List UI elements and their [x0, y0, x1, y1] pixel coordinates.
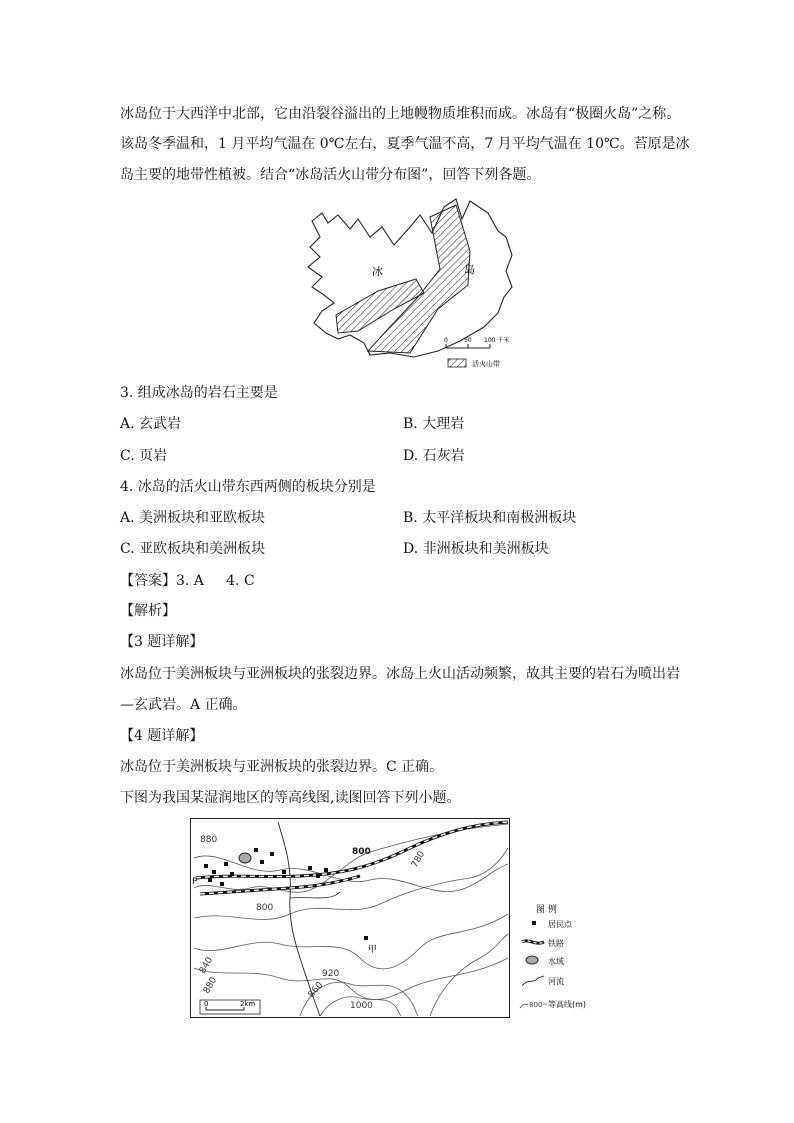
- scale-tick-100: 100 千米: [484, 337, 510, 344]
- legend-hatch-swatch: [448, 359, 466, 367]
- contour-label-780: 780: [409, 849, 428, 870]
- q3-explanation-line-1: 冰岛位于美洲板块与亚洲板块的张裂边界。冰岛上火山活动频繁，故其主要的岩石为喷出岩: [120, 666, 680, 682]
- legend-label-contour: 等高线(m): [548, 1000, 587, 1009]
- map-label-dao: 岛: [464, 263, 475, 276]
- legend-title: 图 例: [536, 905, 557, 915]
- legend-label-railway: 铁路: [548, 939, 564, 948]
- q3-option-d: D. 石灰岩: [403, 448, 465, 464]
- intro-line-2: 该岛冬季温和，1 月平均气温在 0℃左右，夏季气温不高，7 月平均气温在 10℃。苔原是冰: [120, 136, 690, 152]
- q3-option-c: C. 页岩: [120, 448, 168, 464]
- water-body: [239, 853, 251, 863]
- legend-label-water: 水域: [548, 957, 564, 966]
- contour-scale-bar: [200, 1000, 260, 1014]
- scale-tick-50: 50: [464, 337, 472, 344]
- contour-label-880-bottom: 880: [201, 975, 220, 996]
- scale-bar: [444, 336, 509, 348]
- q4-option-a: A. 美洲板块和亚欧板块: [120, 510, 266, 526]
- q4-explanation-line-1: 冰岛位于美洲板块与亚洲板块的张裂边界。C 正确。: [120, 759, 444, 775]
- settlement-symbol: [532, 921, 536, 925]
- contour-label-800-center: 800: [352, 847, 371, 857]
- map-marker-jia: 甲: [368, 945, 378, 955]
- q3-explanation-heading: 【3 题详解】: [120, 634, 204, 650]
- intro-line-1: 冰岛位于大西洋中北部，它由沿裂谷溢出的上地幔物质堆积而成。冰岛有“极圈火岛”之称。: [120, 106, 681, 122]
- contour-label-860: 860: [306, 980, 326, 1000]
- q4-option-c: C. 亚欧板块和美洲板块: [120, 541, 266, 557]
- contour-label-840: 840: [197, 955, 216, 976]
- contour-label-920: 920: [322, 969, 340, 979]
- q3-option-b: B. 大理岩: [403, 416, 465, 432]
- map-marker-p: P: [192, 877, 198, 887]
- contour-map-legend: [518, 902, 628, 1020]
- legend-contour-sample: 800: [529, 1001, 543, 1009]
- river-symbol: [522, 976, 544, 986]
- scale-tick-0: 0: [444, 337, 448, 344]
- next-intro: 下图为我国某湿润地区的等高线图,读图回答下列小题。: [120, 790, 461, 806]
- legend-label-volcano-belt: 活火山带: [472, 360, 500, 368]
- intro-line-3: 岛主要的地带性植被。结合“冰岛活火山带分布图”，回答下列各题。: [120, 167, 541, 183]
- legend-label-river: 河流: [548, 977, 564, 986]
- q3-stem: 3. 组成冰岛的岩石主要是: [120, 385, 278, 401]
- q4-explanation-heading: 【4 题详解】: [120, 728, 204, 744]
- analysis-heading: 【解析】: [120, 603, 176, 619]
- water-symbol: [526, 956, 538, 964]
- contour-label-800-left: 800: [256, 903, 274, 913]
- q3-option-a: A. 玄武岩: [120, 416, 182, 432]
- contour-map: [190, 818, 510, 1018]
- contour-symbol: [520, 1004, 528, 1008]
- legend-label-settlement: 居民点: [548, 920, 572, 929]
- scale-tick-0km: 0: [204, 1000, 209, 1008]
- answer-line: 【答案】3. A 4. C: [120, 573, 255, 589]
- volcano-belt-east: [368, 205, 470, 353]
- q4-stem: 4. 冰岛的活火山带东西两侧的板块分别是: [120, 479, 376, 495]
- contour-label-880-top: 880: [200, 835, 218, 845]
- iceland-volcano-map: [298, 193, 520, 373]
- map-label-bing: 冰: [372, 265, 383, 278]
- scale-tick-2km: 2km: [240, 1000, 256, 1008]
- contour-label-1000: 1000: [350, 1001, 373, 1011]
- q4-option-d: D. 非洲板块和美洲板块: [403, 541, 549, 557]
- q3-explanation-line-2: —玄武岩。A 正确。: [120, 697, 247, 713]
- q4-option-b: B. 太平洋板块和南极洲板块: [403, 510, 577, 526]
